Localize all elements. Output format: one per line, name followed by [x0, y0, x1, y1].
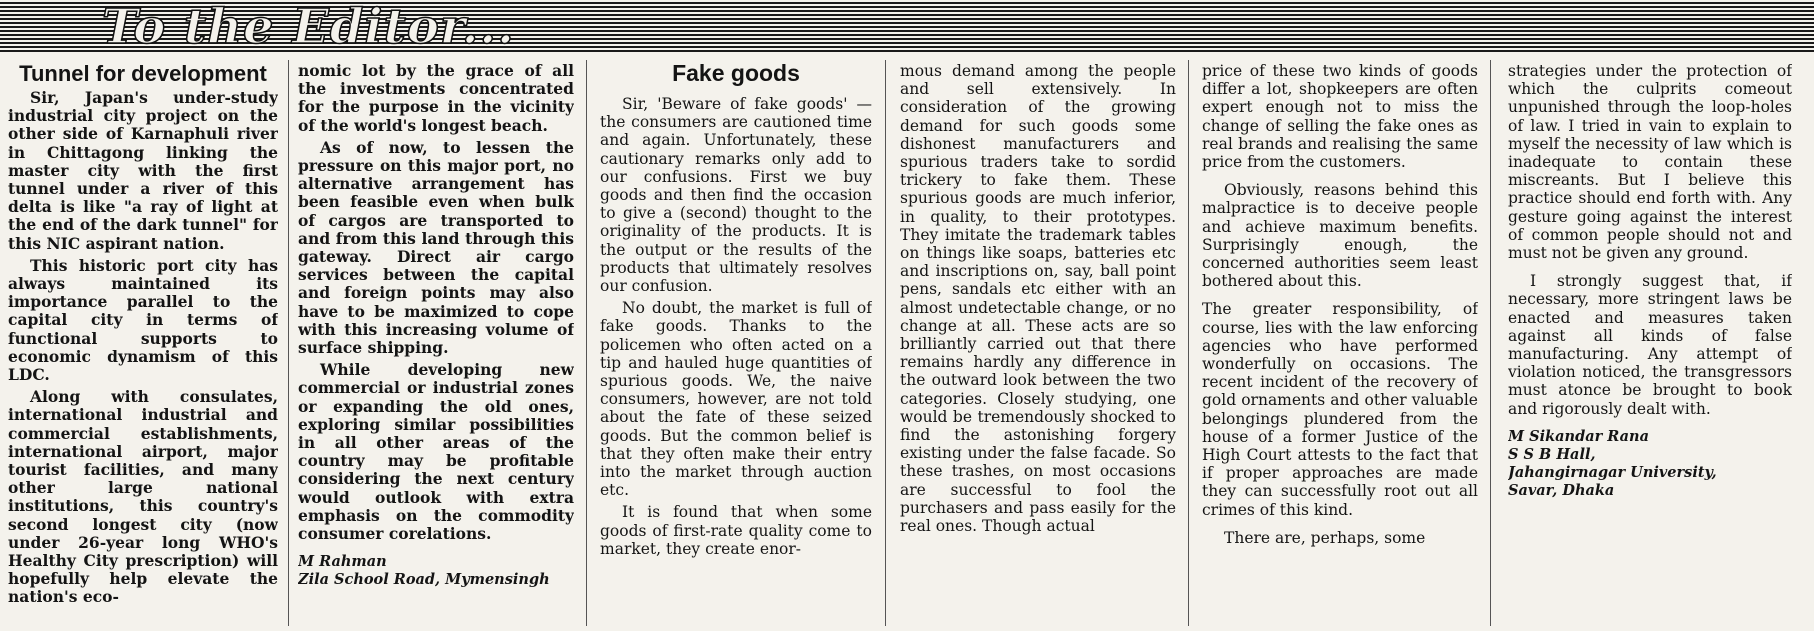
letter-heading-fake-goods: Fake goods	[672, 62, 800, 86]
paragraph: No doubt, the market is full of fake goods. Thanks to the policemen who often acted on a tip and hauled huge quantities of spurious goods. We, the naive consumers, however, are not told about the fate of these seized goods. But the common belief is that they often make their entry into the market through auction etc.	[600, 299, 872, 500]
section-title: To the Editor...	[102, 0, 515, 55]
column-rule	[586, 60, 587, 626]
paragraph: strategies under the protection of which the culprits comeout unpunished through the loop-holes of law. I tried in vain to explain to myself the necessity of law which is inadequate to contain these miscreants. But I believe this practice should end forth with. Any gesture going against the interest of common people should not and must not be given any ground.	[1508, 62, 1792, 263]
signature-place: Savar, Dhaka	[1508, 481, 1615, 499]
paragraph: While developing new commercial or industrial zones or expanding the old ones, exploring similar possibilities in all other areas of the country may be profitable considering the next century would outlook with extra emphasis on the commodity consumer corelations.	[298, 360, 574, 544]
signature-university: Jahangirnagar University,	[1508, 463, 1717, 481]
paragraph: I strongly suggest that, if necessary, more stringent laws be enacted and measures taken against all kinds of false manufacturing. Any attempt of violation noticed, the transgressors must atonce be brought to book and rigorously dealt with.	[1508, 272, 1792, 418]
column-rule	[885, 60, 886, 626]
paragraph: As of now, to lessen the pressure on this major port, no alternative arrangement has been feasible even when bulk of cargos are transported to and from this land through this gateway. Direct air cargo services between the capital and foreign points may also have to be maximized to cope with this increasing volume of surface shipping.	[298, 137, 574, 358]
paragraph: nomic lot by the grace of all the investments concentrated for the purpose in the vicinity of the world's longest beach.	[298, 62, 574, 135]
column-rule	[1188, 60, 1189, 626]
signature-name: M Rahman	[298, 553, 387, 571]
signature-rahman	[298, 553, 574, 589]
column-rule	[1490, 60, 1491, 626]
paragraph: Sir, Japan's under-study industrial city project on the other side of Karnaphuli river in Chittagong linking the master city with the first tunnel under a river of this delta is like "a ray of light at the end of the dark tunnel" for this NIC aspirant nation.	[8, 88, 278, 253]
paragraph: There are, perhaps, some	[1224, 528, 1426, 547]
letter-tunnel-column-2	[298, 62, 574, 622]
signature-rana	[1508, 428, 1792, 500]
letter-fake-column-4	[900, 62, 1176, 622]
letter-fake-column-3	[600, 62, 872, 622]
signature-address: Zila School Road, Mymensingh	[298, 571, 550, 589]
column-rule	[288, 60, 289, 626]
signature-name: M Sikandar Rana	[1508, 427, 1649, 445]
paragraph: The greater responsibility, of course, lies with the law enforcing agencies who have performed wonderfully on occasions. The recent incident of the recovery of gold ornaments and other valuable belongings plundered from the house of a former Justice of the High Court attests to the fact that if proper approaches are made they can successfully root out all crimes of this kind.	[1202, 300, 1478, 519]
masthead-banner	[0, 0, 1814, 55]
letter-fake-column-6	[1508, 62, 1792, 622]
signature-hall: S S B Hall,	[1508, 445, 1596, 463]
letter-heading-tunnel: Tunnel for development	[19, 62, 267, 86]
paragraph: Obviously, reasons behind this malpractice is to deceive people and achieve maximum benefits. Surprisingly enough, the concerned authorities seem least bothered about this.	[1202, 181, 1478, 291]
letter-tunnel-column-1	[8, 62, 278, 622]
paragraph: mous demand among the people and sell extensively. In consideration of the growing demand for such goods some dishonest manufacturers and spurious traders take to sordid trickery to fake them. These spurious goods are much inferior, in quality, to their prototypes. They imitate the trademark tables on things like soaps, batteries etc and inscriptions on, say, ball point pens, sandals etc either with an almost undetectable change, or no change at all. These acts are so brilliantly carried out that there remains hardly any difference in the outward look between the two categories. Closely studying, one would be tremendously shocked to find the astonishing forgery existing under the false facade. So these trashes, on most occasions are successful to fool the purchasers and pass easily for the real ones. Though actual	[900, 62, 1176, 536]
paragraph: Along with consulates, international industrial and commercial establishments, international airport, major tourist facilities, and many other large national institutions, this country's second longest city (now under 26-year long WHO's Healthy City prescription) will hopefully help elevate the nation's eco-	[8, 387, 278, 607]
paragraph: Sir, 'Beware of fake goods' — the consumers are cautioned time and again. Unfortunately, these cautionary remarks only add to our confusions. First we buy goods and then find the occasion to give a (second) thought to the originality of the products. It is the output or the results of the products that ultimately resolves our confusion.	[600, 95, 872, 296]
paragraph: price of these two kinds of goods differ a lot, shopkeepers are often expert enough not to miss the change of selling the fake ones as real brands and realising the same price from the customers.	[1202, 62, 1478, 172]
paragraph: It is found that when some goods of first-rate quality come to market, they create enor-	[600, 503, 872, 558]
letter-fake-column-5	[1202, 62, 1478, 622]
paragraph: This historic port city has always maintained its importance parallel to the capital city in terms of functional supports to economic dynamism of this LDC.	[8, 255, 278, 385]
